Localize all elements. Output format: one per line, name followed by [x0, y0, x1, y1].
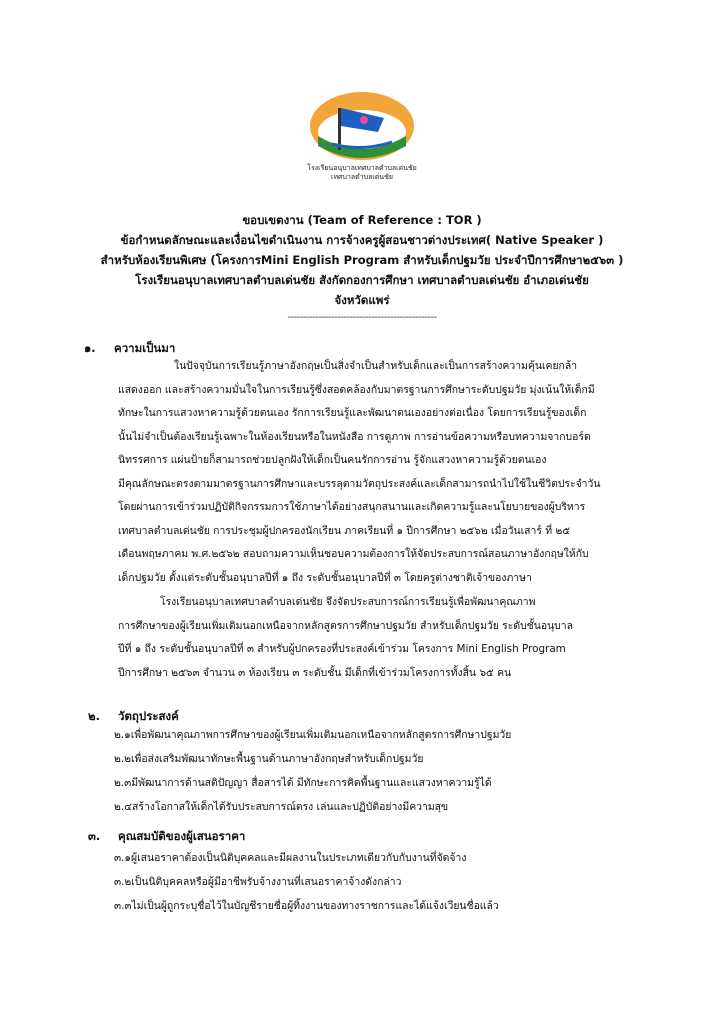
list-item: ๒.๓มีพัฒนาการด้านสติปัญญา สื่อสารได้ มีทักษะการคิดพื้นฐานและแสวงหาความรู้ได้	[114, 777, 492, 789]
title-line: สำหรับห้องเรียนพิเศษ (โครงการMini English Program สำหรับเด็กปฐมวัย ประจำปีการศึกษา๒๕๖๓ )	[100, 253, 624, 267]
paragraph-line: เดือนพฤษภาคม พ.ศ.๒๕๖๒ สอบถามความเห็นชอบความต้องการให้จัดประสบการณ์สอนภาษาอังกฤษให้กับ	[118, 548, 589, 560]
section-number: ๒.	[88, 709, 100, 723]
paragraph-line: โรงเรียนอนุบาลเทศบาลตำบลเด่นชัย จึงจัดประสบการณ์การเรียนรู้เพื่อพัฒนาคุณภาพ	[160, 596, 536, 608]
title-divider: ------------------------------------------------	[287, 312, 437, 323]
paragraph-line: เด็กปฐมวัย ตั้งแต่ระดับชั้นอนุบาลปีที่ ๑ ถึง ระดับชั้นอนุบาลปีที่ ๓ โดยครูต่างชาติเจ้าของภาษา	[118, 571, 532, 584]
list-item: ๒.๑เพื่อพัฒนาคุณภาพการศึกษาของผู้เรียนเพิ่มเติมนอกเหนือจากหลักสูตรการศึกษาปฐมวัย	[114, 729, 512, 741]
list-item: ๒.๒เพื่อส่งเสริมพัฒนาทักษะพื้นฐานด้านภาษาอังกฤษสำหรับเด็กปฐมวัย	[114, 753, 424, 765]
list-item: ๓.๑ผู้เสนอราคาต้องเป็นนิติบุคคลและมีผลงานในประเภทเดียวกับกับงานที่จัดจ้าง	[114, 852, 467, 864]
paragraph-line: เทศบาลตำบลเด่นชัย การประชุมผู้ปกครองนักเรียน ภาคเรียนที่ ๑ ปีการศึกษา ๒๕๖๒ เมื่อวันเสาร์ ที่ ๒๕	[118, 524, 571, 537]
section-title: วัตถุประสงค์	[118, 709, 179, 723]
logo-caption-line: โรงเรียนอนุบาลเทศบาลตำบลเด่นชัย	[307, 164, 417, 172]
paragraph-line: การศึกษาของผู้เรียนเพิ่มเติมนอกเหนือจากหลักสูตรการศึกษาปฐมวัย สำหรับเด็กปฐมวัย ระดับชั้นอนุบาล	[118, 619, 573, 632]
section1-paragraph-2	[118, 591, 640, 685]
paragraph-line: นิทรรศการ แผ่นป้ายก็สามารถช่วยปลูกฝังให้เด็กเป็นคนรักการอ่าน รู้จักแสวงหาความรู้ด้วยตนเอง	[118, 454, 547, 466]
paragraph-line: แสดงออก และสร้างความมั่นใจในการเรียนรู้ซึ่งสอดคล้องกับมาตรฐานการศึกษาระดับปฐมวัย มุ่งเน้นให้เด็กมี	[118, 383, 595, 396]
section-title: ความเป็นมา	[114, 341, 176, 355]
document-title	[60, 210, 664, 326]
paragraph-line: ปีการศึกษา ๒๕๖๓ จำนวน ๓ ห้องเรียน ๓ ระดับชั้น มีเด็กที่เข้าร่วมโครงการทั้งสิ้น ๖๕ คน	[118, 666, 512, 679]
title-line: โรงเรียนอนุบาลเทศบาลตำบลเด่นชัย สังกัดกองการศึกษา เทศบาลตำบลเด่นชัย อำเภอเด่นชัย	[135, 273, 589, 287]
paragraph-line: มีคุณลักษณะตรงตามมาตรฐานการศึกษาและบรรลุตามวัตถุประสงค์และเด็กสามารถนำไปใช้ในชีวิตประจำวัน	[118, 477, 601, 490]
title-line: จังหวัดแพร่	[334, 293, 390, 307]
paragraph-line: ทักษะในการแสวงหาความรู้ด้วยตนเอง รักการเรียนรู้และพัฒนาตนเองอย่างต่อเนื่อง โดยการเรียนรู้ของเด็ก	[118, 407, 587, 419]
section-title: คุณสมบัติของผู้เสนอราคา	[118, 829, 246, 843]
paragraph-line: ในปัจจุบันการเรียนรู้ภาษาอังกฤษเป็นสิ่งจำเป็นสำหรับเด็กและเป็นการสร้างความคุ้นเคยกล้า	[174, 360, 578, 372]
paragraph-line: ปีที่ ๑ ถึง ระดับชั้นอนุบาลปีที่ ๓ สำหรับผู้ปกครองที่ประสงค์เข้าร่วม โครงการ Mini English Program	[118, 643, 566, 655]
section3-heading	[88, 828, 245, 846]
title-line: ขอบเขตงาน (Team of Reference : TOR )	[242, 213, 482, 227]
list-item: ๓.๓ไม่เป็นผู้ถูกระบุชื่อไว้ในบัญชีรายชื่อผู้ทิ้งงานของทางราชการและได้แจ้งเวียนชื่อแล้ว	[114, 900, 499, 912]
paragraph-line: นั้นไม่จำเป็นต้องเรียนรู้เฉพาะในห้องเรียนหรือในหนังสือ การดูภาพ การอ่านข้อความหรือบทความจากบอร์ด	[118, 430, 591, 443]
list-item: ๒.๔สร้างโอกาสให้เด็กได้รับประสบการณ์ตรง เล่นและปฏิบัติอย่างมีความสุข	[114, 801, 449, 813]
section-number: ๓.	[88, 829, 101, 843]
paragraph-line: โดยผ่านการเข้าร่วมปฏิบัติกิจกรรมการใช้ภาษาได้อย่างสนุกสนานและเกิดความรู้และนโยบายของผู้บริหาร	[118, 501, 586, 513]
section3-list	[114, 846, 644, 918]
logo-caption-line: เทศบาลตำบลเด่นชัย	[331, 173, 393, 181]
section1-paragraph-1	[118, 355, 640, 590]
title-line: ข้อกำหนดลักษณะและเงื่อนไขดำเนินงาน การจ้างครูผู้สอนชาวต่างประเทศ( Native Speaker )	[120, 233, 604, 247]
section2-list	[114, 723, 644, 819]
section-number: ๑.	[84, 341, 96, 355]
logo-caption	[290, 164, 434, 182]
list-item: ๓.๒เป็นนิติบุคคลหรือผู้มีอาชีพรับจ้างงานที่เสนอราคาจ้างดังกล่าว	[114, 876, 402, 888]
